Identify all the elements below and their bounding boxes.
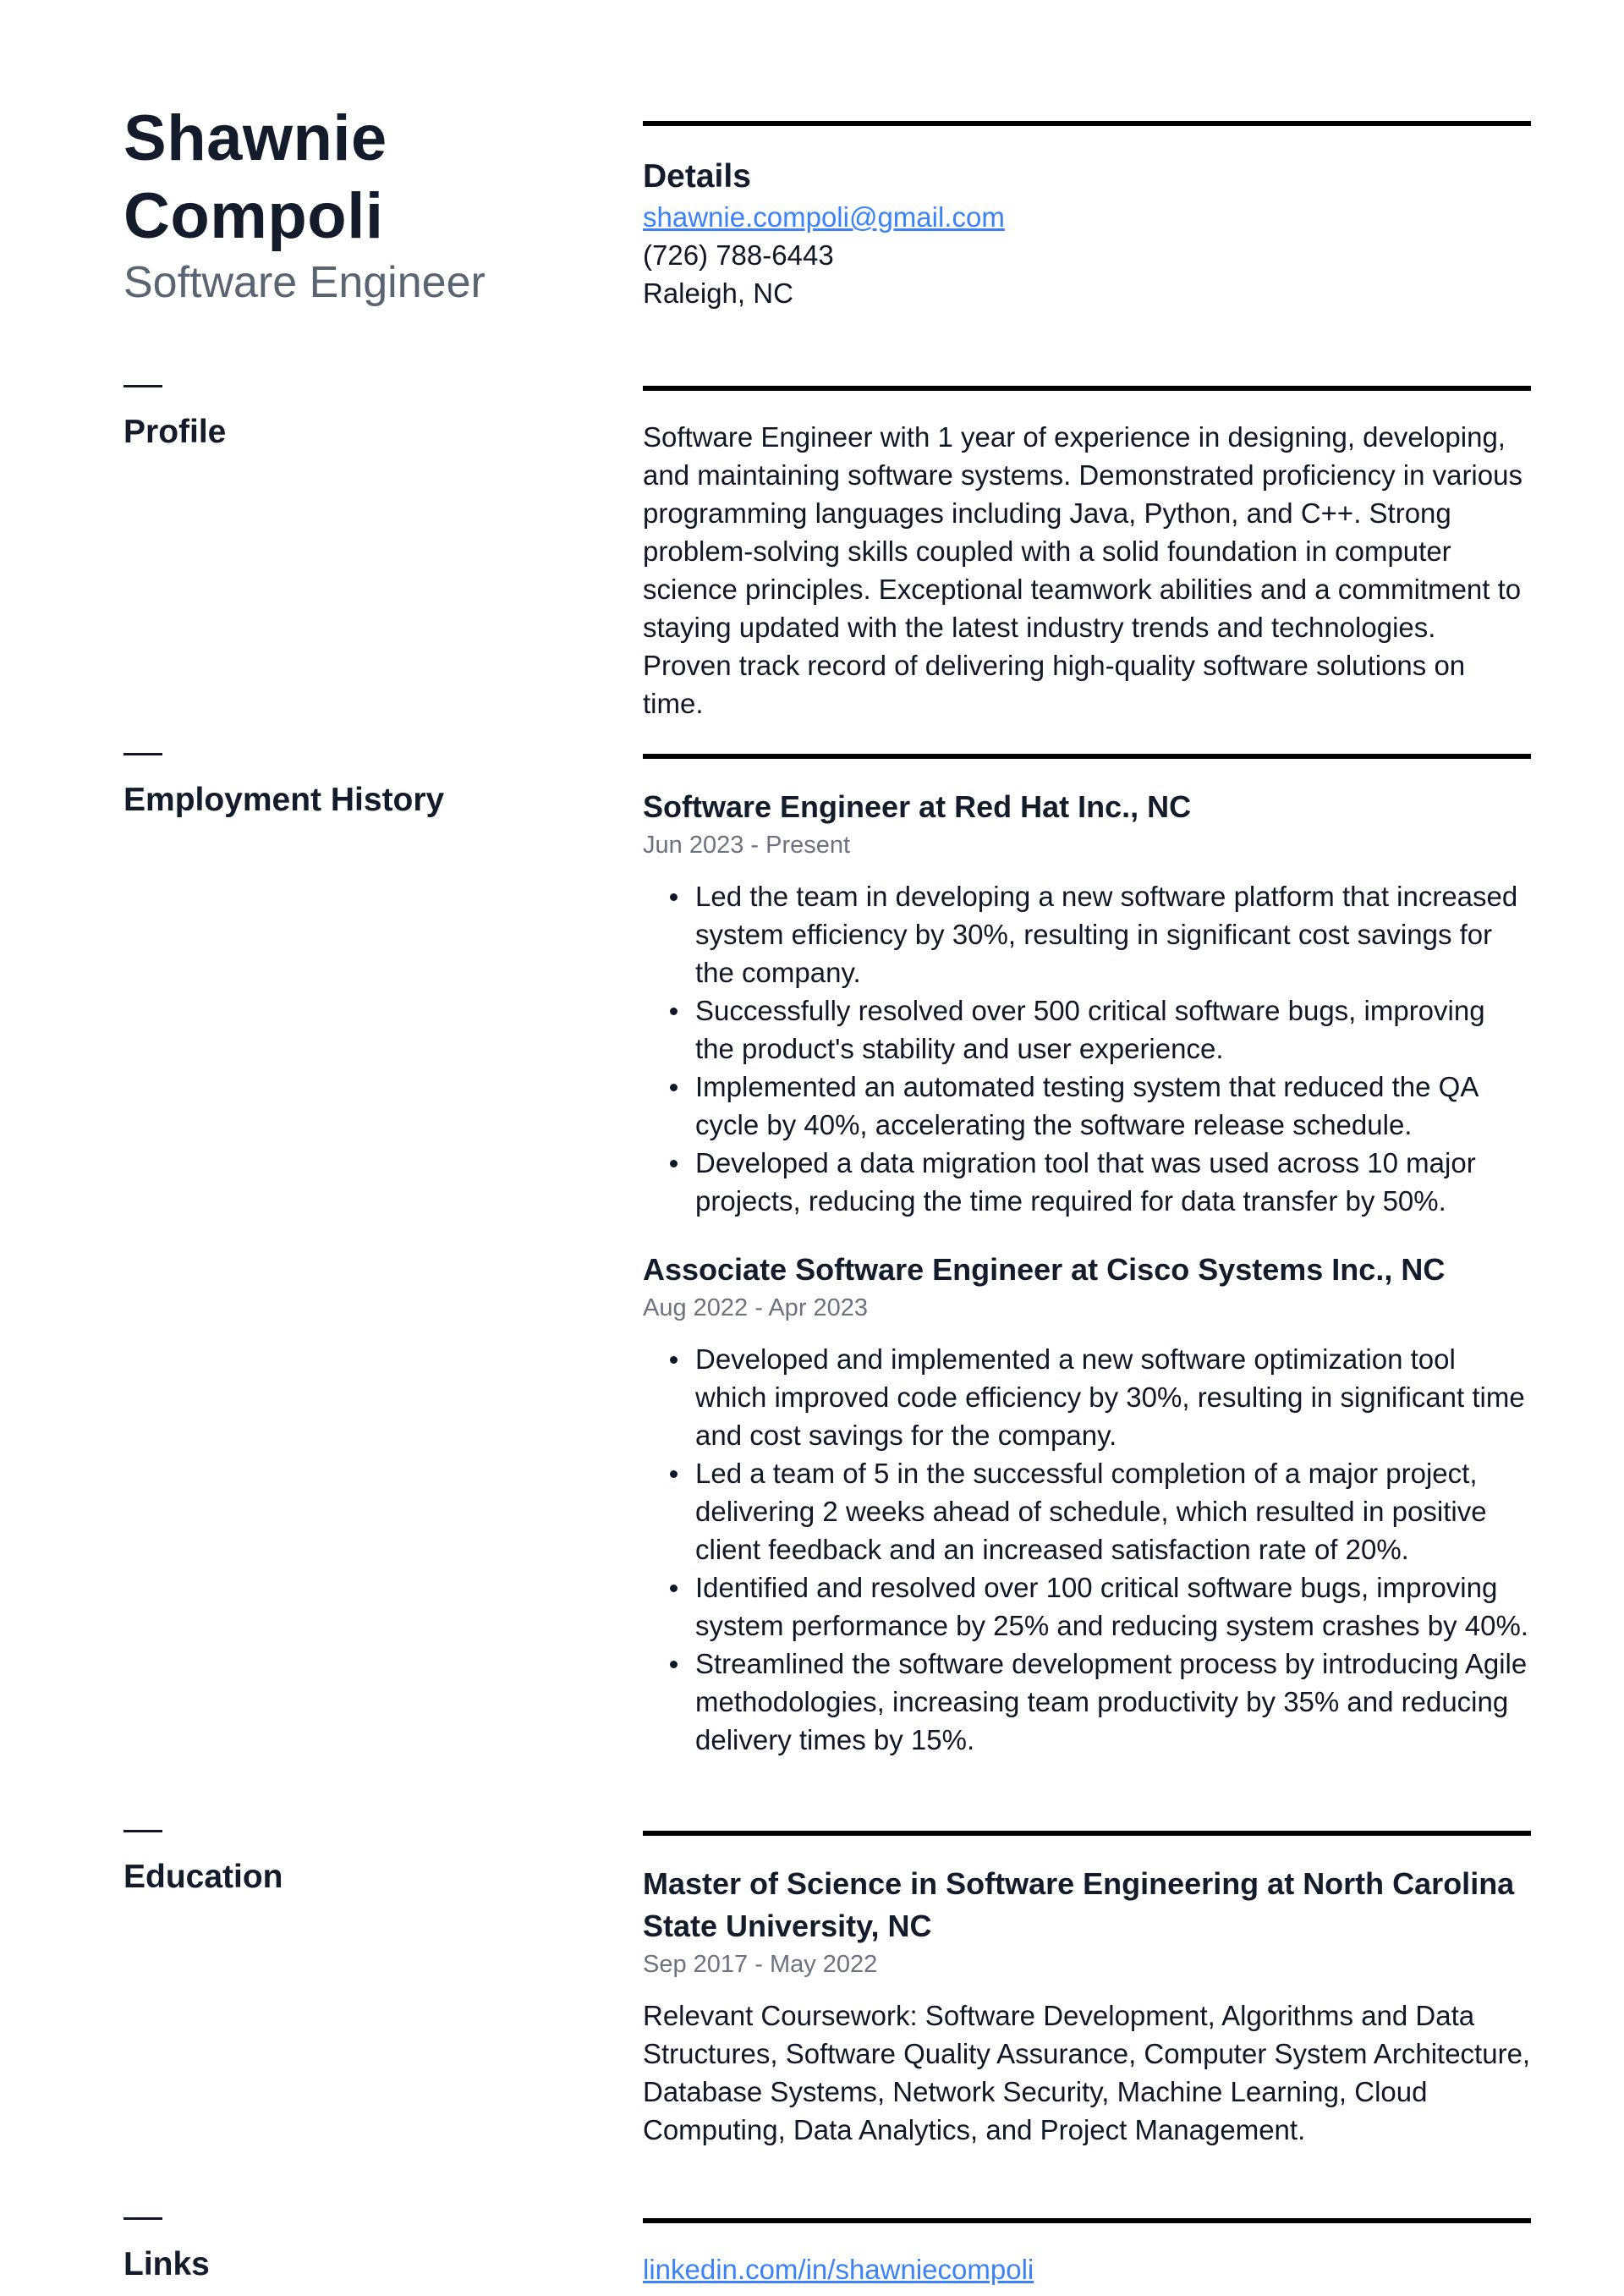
list-item: Successfully resolved over 500 critical software bugs, improving the product's stability and user experience. [643, 991, 1531, 1068]
linkedin-link[interactable]: linkedin.com/in/shawniecompoli [643, 2254, 1034, 2285]
employment-dash [123, 753, 162, 755]
first-name: Shawnie [123, 102, 387, 174]
profile-label: Profile [123, 414, 227, 450]
list-item: Implemented an automated testing system that reduced the QA cycle by 40%, accelerating the software release schedule. [643, 1068, 1531, 1144]
coursework-text: Relevant Coursework: Software Development, Algorithms and Data Structures, Software Quality Assurance, Computer System Architecture, Database Systems, Network Security, Machine Learning, Cloud Computing, Data Analytics, and Project Management. [643, 2000, 1531, 2145]
candidate-name [123, 100, 597, 255]
phone-number: (726) 788-6443 [643, 239, 834, 271]
profile-rule [643, 386, 1531, 391]
list-item: Identified and resolved over 100 critical software bugs, improving system performance by 25% and reducing system crashes by 40%. [643, 1568, 1531, 1645]
list-item: Led a team of 5 in the successful completion of a major project, delivering 2 weeks ahead of schedule, which resulted in positive client feedback and an increased satisfaction rate of 20%. [643, 1454, 1531, 1568]
links-dash [123, 2217, 162, 2220]
email-link[interactable]: shawnie.compoli@gmail.com [643, 201, 1005, 233]
job-title-heading: Associate Software Engineer at Cisco Systems Inc., NC [643, 1252, 1446, 1287]
details-heading: Details [643, 158, 751, 195]
details-rule [643, 121, 1531, 126]
job-title: Software Engineer [123, 258, 486, 307]
profile-dash [123, 385, 162, 387]
last-name: Compoli [123, 180, 384, 252]
education-entry [643, 1863, 1531, 2149]
location: Raleigh, NC [643, 277, 793, 309]
job-dates: Aug 2022 - Apr 2023 [643, 1294, 869, 1321]
degree-heading: Master of Science in Software Engineering at North Carolina State University, NC [643, 1866, 1515, 1943]
education-dash [123, 1830, 162, 1832]
links-label: Links [123, 2246, 210, 2282]
job-bullets [643, 877, 1531, 1220]
links-rule [643, 2218, 1531, 2223]
education-dates: Sep 2017 - May 2022 [643, 1951, 878, 1978]
education-label: Education [123, 1859, 283, 1895]
job-title-heading: Software Engineer at Red Hat Inc., NC [643, 789, 1192, 824]
job-bullets [643, 1340, 1531, 1759]
education-rule [643, 1831, 1531, 1836]
employment-rule [643, 754, 1531, 759]
job-dates: Jun 2023 - Present [643, 832, 851, 859]
details-section [643, 156, 1531, 312]
list-item: Developed a data migration tool that was used across 10 major projects, reducing the time required for data transfer by 50%. [643, 1144, 1531, 1220]
list-item: Led the team in developing a new software platform that increased system efficiency by 30%, resulting in significant cost savings for the company. [643, 877, 1531, 991]
links-entry [643, 2250, 1531, 2288]
job-entry [643, 1249, 1531, 1759]
job-entry [643, 786, 1531, 1220]
employment-label: Employment History [123, 782, 445, 818]
list-item: Streamlined the software development process by introducing Agile methodologies, increasing team productivity by 35% and reducing delivery times by 15%. [643, 1645, 1531, 1759]
list-item: Developed and implemented a new software optimization tool which improved code efficiency by 30%, resulting in significant time and cost savings for the company. [643, 1340, 1531, 1454]
profile-text: Software Engineer with 1 year of experience in designing, developing, and maintaining software systems. Demonstrated proficiency in various programming languages including Java, Python, and C++. Strong problem-solving skills coupled with a solid foundation in computer science principles. Exceptional teamwork abilities and a commitment to staying updated with the latest industry trends and technologies. Proven track record of delivering high-quality software solutions on time. [643, 421, 1522, 719]
